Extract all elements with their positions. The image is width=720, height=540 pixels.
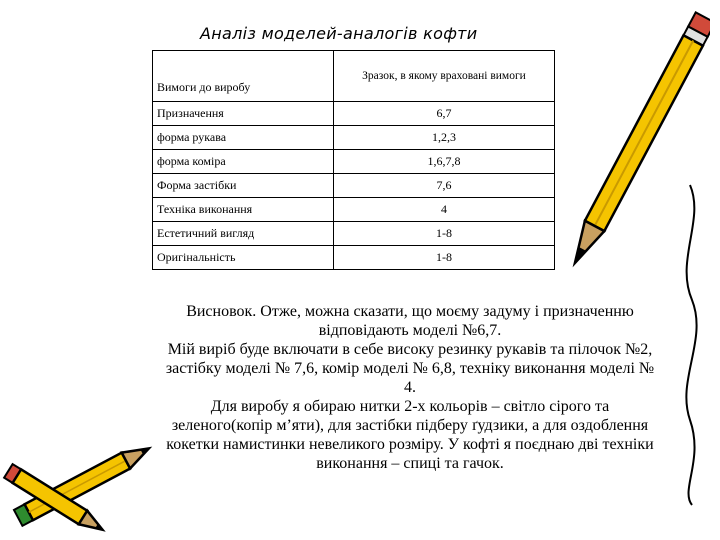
table-row [153, 222, 555, 246]
table-row [153, 150, 555, 174]
pencil-icon [0, 455, 120, 540]
sample-cell: 7,6 [334, 174, 555, 198]
requirements-table [152, 50, 555, 270]
sample-cell: 1-8 [334, 246, 555, 270]
sample-cell: 6,7 [334, 102, 555, 126]
sample-cell: 1,6,7,8 [334, 150, 555, 174]
sample-cell: 1,2,3 [334, 126, 555, 150]
sample-cell: 1-8 [334, 222, 555, 246]
requirement-cell: Оригінальність [153, 246, 334, 270]
requirement-cell: Форма застібки [153, 174, 334, 198]
decorative-curve [670, 180, 715, 510]
requirement-cell: Естетичний вигляд [153, 222, 334, 246]
table-row [153, 198, 555, 222]
requirement-cell: форма рукава [153, 126, 334, 150]
sample-cell: 4 [334, 198, 555, 222]
table-row [153, 174, 555, 198]
requirement-cell: Призначення [153, 102, 334, 126]
table-header-row [153, 51, 555, 102]
conclusion-text [160, 302, 660, 473]
conclusion-paragraph-3: Для виробу я обираю нитки 2-х кольорів – світло сірого та зеленого(копір м’яти), для застібки підберу ґудзики, а для оздоблення кокетки намистинки невеликого розміру. У кофті я поєднаю дві техніки виконання – спиці та гачок. [166, 398, 654, 472]
header-sample: Зразок, в якому враховані вимоги [334, 51, 555, 102]
conclusion-paragraph-1: Висновок. Отже, можна сказати, що моєму задуму і призначенню відповідають моделі №6,7. [186, 303, 634, 339]
requirement-cell: Техніка виконання [153, 198, 334, 222]
table-row [153, 102, 555, 126]
table-row [153, 246, 555, 270]
header-requirement: Вимоги до виробу [153, 51, 334, 102]
table-row [153, 126, 555, 150]
requirement-cell: форма коміра [153, 150, 334, 174]
conclusion-paragraph-2: Мій виріб буде включати в себе високу резинку рукавів та пілочок №2, застібку моделі № 7,6, комір моделі № 6,8, техніку виконання моделі № 4. [165, 341, 655, 396]
page-title: Аналіз моделей-аналогів кофти [200, 24, 478, 43]
